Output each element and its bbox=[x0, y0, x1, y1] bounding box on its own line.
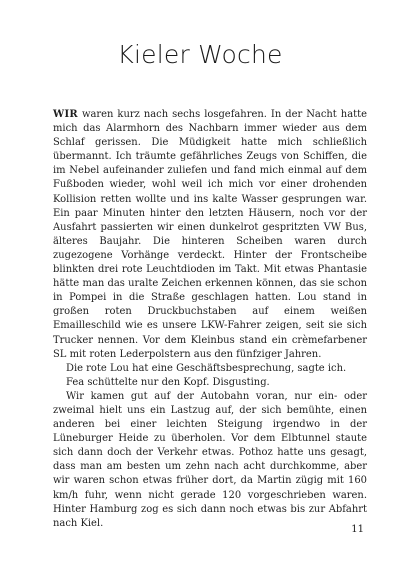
paragraph-3: Fea schüttelte nur den Kopf. Disgusting. bbox=[66, 376, 270, 388]
chapter-title: Kieler Woche bbox=[117, 40, 283, 69]
page-number: 11 bbox=[351, 524, 364, 535]
paragraph-4: Wir kamen gut auf der Autobahn voran, nur ein- oder zweimal hielt uns ein Lastzug auf, der sich bemühte, einen anderen bei einer leichten Steigung irgendwo in der Lüneburger Heide zu überholen. Vor dem Elbtunnel staute sich dann doch der Verkehr etwas. Pothoz hatte uns gesagt, dass man am besten um zehn nach acht durchkomme, aber wir waren schon etwas früher dort, da Martin zügig mit 160 km/h fuhr, wenn nicht gerade 120 vorgeschrieben waren. Hinter Hamburg zog es sich dann noch etwas bis zur Abfahrt nach Kiel. bbox=[53, 390, 367, 529]
lead-word: WIR bbox=[53, 109, 78, 120]
body-text bbox=[53, 108, 367, 531]
paragraph-1 bbox=[53, 108, 367, 362]
paragraph-2: Die rote Lou hat eine Geschäftsbesprechung, sagte ich. bbox=[66, 362, 347, 374]
paragraph-1-text: waren kurz nach sechs losgefahren. In der Nacht hatte mich das Alarmhorn des Nachbarn immer wieder aus dem Schlaf gerissen. Die Müdigkeit hatte mich schließlich übermannt. Ich träumte gefährliches Zeugs von Schiffen, die im Nebel aufeinander zuliefen und fand mich einmal auf dem Fußboden wieder, wohl weil ich mich vor einer drohenden Kollision retten wollte und ins kalte Wasser gesprungen war. Ein paar Minuten hinter den letzten Häusern, noch vor der Ausfahrt passierten wir einen dunkelrot gespritzten VW Bus, älteres Baujahr. Die hinteren Scheiben waren durch zugezogene Vorhänge verdeckt. Hinter der Frontscheibe blinkten drei rote Leuchtdioden im Takt. Mit etwas Phantasie hätte man das uralte Zeichen erkennen können, das sie schon in Pompei in die Straße geschlagen hatten. Lou stand in großen roten Druckbuchstaben auf einem weißen Emailleschild wie es unsere LKW-Fahrer zeigen, seit sie sich Trucker nennen. Vor dem Kleinbus stand ein crèmefarbener SL mit roten Lederpolstern aus den fünfziger Jahren. bbox=[53, 109, 367, 360]
